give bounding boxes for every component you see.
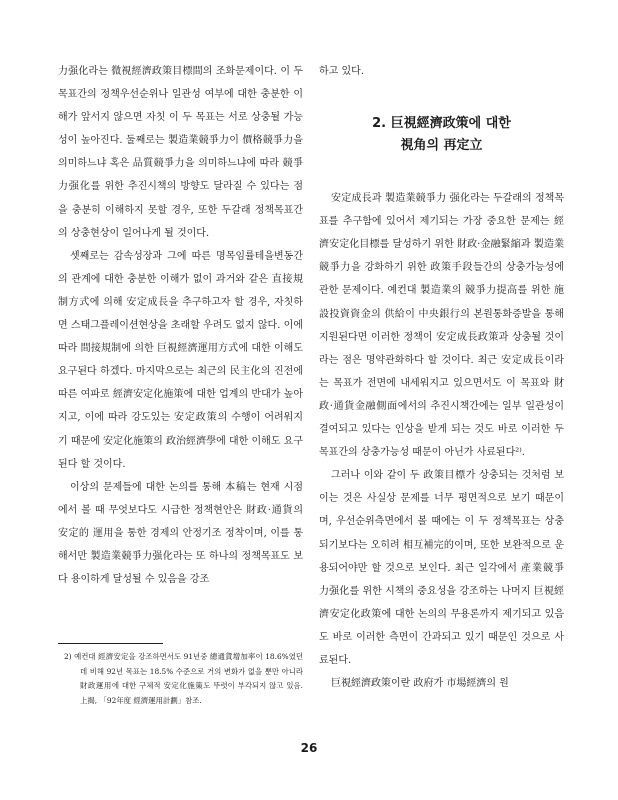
body-paragraph-3: 이상의 문제들에 대한 논의를 통해 本稿는 현재 시점에서 볼 때 무엇보다도 시급한 정책현안은 財政·通貨의 安定的 運用을 통한 경제의 안정기조 정착이며, 이를 통해서만 製造業競爭力强化라는 또 하나의 정책목표도 보다 용이하게 달성될 수 있음을 강조 xyxy=(58,481,303,586)
footnote-divider xyxy=(58,643,163,644)
continuation-text: 하고 있다. xyxy=(319,66,364,77)
section-heading-line-1: 2. 巨視經濟政策에 대한 xyxy=(372,116,511,132)
section-heading-line-2: 視角의 再定立 xyxy=(400,138,483,154)
page-number: 26 xyxy=(300,741,318,755)
body-paragraph-6: 巨視經濟政策이란 政府가 市場經濟의 원 xyxy=(331,678,509,690)
left-column xyxy=(58,60,303,591)
footnote-text: 2) 예컨대 經濟安定을 강조하면서도 91년중 總通貨增加率이 18.6%였던 데 비해 92년 목표는 18.5% 수준으로 거의 변화가 없을 뿐만 아니라 財政運用에 대한 구체적 安定化施策도 뚜렷이 부각되지 않고 있음. 上揭, 「92年度 經濟運用計劃」참조. xyxy=(64,652,303,705)
footnote xyxy=(58,650,303,708)
body-paragraph-4: 安定成長과 製造業競爭力 强化라는 두갈래의 정책목표를 추구함에 있어서 제기되는 가장 중요한 문제는 經濟安定化目標를 달성하기 위한 財政·金融緊縮과 製造業競爭力을 강화하기 위한 政策手段들간의 상충가능성에 관한 문제이다. 예컨대 製造業의 競爭力提高를 위한 施設投資資金의 供給이 中央銀行의 본원통화증발을 통해 지원된다면 이러한 정책이 安定成長政策과 상충될 것이라는 점은 명약관화하다 할 것이다. 최근 安定成長이라는 목표가 전면에 내세워지고 있으면서도 이 목표와 財政·通貨金融側面에서의 추진시책간에는 일부 일관성이 결여되고 있다는 인상을 받게 되는 것도 바로 이러한 두 목표간의 상충가능성 때문이 아닌가 사료된다²⁾. xyxy=(319,193,564,459)
section-heading xyxy=(319,113,564,157)
right-column xyxy=(319,60,564,695)
body-paragraph-2: 셋째로는 감속성장과 그에 따른 명목임률테을변동간의 관계에 대한 충분한 이해가 없이 과거와 같은 直接規制方式에 의해 安定成長을 추구하고자 할 경우, 자칫하면 스태그플레이션현상을 초래할 우려도 없지 않다. 이에 따라 間接規制에 의한 巨視經濟運用方式에 대한 이해도 요구된다 하겠다. 마지막으로는 최근의 民主化의 진전에 따른 여파로 經濟安定化施策에 대한 업계의 반대가 높아지고, 이에 따라 강도있는 安定政策의 수행이 어려워지기 때문에 安定化施策의 政治經濟學에 대한 이해도 요구된다 할 것이다. xyxy=(58,250,303,470)
body-paragraph-5: 그러나 이와 같이 두 政策目標가 상충되는 것처럼 보이는 것은 사실상 문제를 너무 평면적으로 보기 때문이며, 우선순위측면에서 볼 때에는 이 두 정책목표는 상충되기보다는 오히려 相互補完的이며, 또한 보완적으로 운용되어야만 할 것으로 보인다. 최근 일각에서 產業競爭力强化를 위한 시책의 중요성을 강조하는 나머지 巨視經濟安定化政策에 대한 논의의 무용론까지 제기되고 있음도 바로 이러한 측면이 간과되고 있기 때문인 것으로 사료된다. xyxy=(319,470,564,666)
body-paragraph-1: 力强化라는 微視經濟政策目標間의 조화문제이다. 이 두 목표간의 정책우선순위나 일관성 여부에 대한 충분한 이해가 앞서지 않으면 자칫 이 두 목표는 서로 상충될 가능성이 높아진다. 둘째로는 製造業競爭力이 價格競爭力을 의미하느냐 혹은 品質競爭力을 의미하느냐에 따라 競爭力强化를 위한 추진시책의 방향도 달라질 수 있다는 점을 충분히 이해하지 못할 경우, 또한 두갈래 정책목표간의 상충현상이 일어나게 될 것이다. xyxy=(58,66,303,239)
